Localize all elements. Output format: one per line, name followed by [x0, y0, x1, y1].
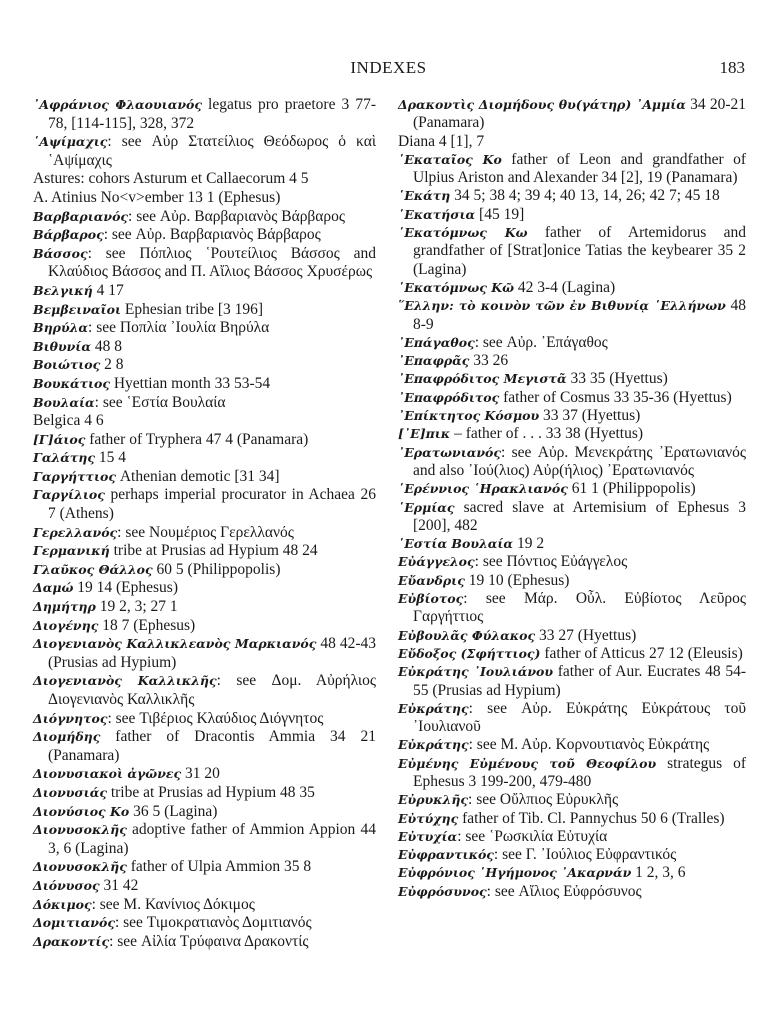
entry-headword: Εὐτύχης: [398, 810, 459, 826]
entry-headword: Δαμώ: [33, 580, 74, 596]
index-entry: [33, 784, 376, 803]
entry-headword: Διόγνητος: [33, 710, 108, 726]
entry-references: 31 42: [99, 876, 139, 894]
index-entry: [398, 151, 746, 188]
index-entry: [398, 572, 746, 590]
index-entry: [398, 736, 746, 754]
entry-references: tribe at Prusias ad Hypium 48 24: [109, 542, 318, 560]
entry-references: 1 2, 3, 6: [631, 864, 686, 882]
index-entry: [33, 765, 376, 784]
index-entry: [33, 245, 376, 282]
index-entry: [33, 486, 376, 523]
entry-headword: Βάσσος: [33, 245, 88, 261]
entry-headword: ᾿Επίκτητος Κόσμου: [398, 408, 540, 424]
entry-references: tribe at Prusias ad Hypium 48 35: [106, 783, 315, 801]
entry-headword: Γαλάτης: [33, 450, 95, 466]
index-entry: [398, 224, 746, 279]
entry-references: 31 20: [181, 765, 220, 783]
entry-headword: Δρακοντίς: [33, 933, 110, 949]
index-entry: [33, 208, 376, 227]
entry-references: father of Tryphera 47 4 (Panamara): [85, 430, 309, 448]
entry-headword: Εὐμένης Εὐμένους τοῦ Θεοφίλου: [398, 755, 657, 771]
index-column-right: [398, 96, 746, 901]
index-entry: [33, 338, 376, 357]
index-entry: [33, 375, 376, 394]
entry-headword: Βεμβειναῖοι: [33, 301, 121, 317]
index-entry: [33, 617, 376, 636]
entry-references: : see Ποπλία ᾿Ιουλία Βηρύλα: [88, 319, 270, 337]
index-entry: [33, 133, 376, 170]
index-entry: [33, 728, 376, 765]
entry-references: : see ῾Εστία Βουλαία: [94, 393, 226, 411]
entry-references: father of Cosmus 33 35-36 (Hyettus): [499, 388, 732, 406]
index-entry: [33, 356, 376, 375]
entry-references: 2 8: [100, 356, 124, 374]
index-entry: [398, 791, 746, 809]
entry-headword: Δομιτιανός: [33, 915, 115, 931]
index-entry: [398, 755, 746, 792]
entry-headword: ᾿Ερατωνιανός: [398, 444, 501, 460]
index-entry: [398, 645, 746, 663]
index-entry: [398, 627, 746, 645]
index-entry: [398, 425, 746, 443]
entry-references: father of Artemidorus and grandfather of [Strat]onice Tatias the keybearer 35 2 (Lagina): [413, 224, 746, 278]
entry-references: strategus of Ephesus 3 199-200, 479-480: [413, 754, 746, 790]
entry-references: father of Ulpia Ammion 35 8: [126, 858, 312, 876]
index-entry: [398, 133, 746, 151]
index-entry: [398, 352, 746, 370]
entry-references: 19 2: [513, 535, 545, 553]
entry-references: : see Γ. ᾿Ιούλιος Εὐφραντικός: [493, 846, 677, 864]
index-entry: [33, 710, 376, 729]
index-entry: [33, 431, 376, 450]
entry-references: father of Tib. Cl. Pannychus 50 6 (Tralles): [458, 809, 725, 827]
index-entry: [33, 96, 376, 133]
entry-references: 48 8: [90, 337, 122, 355]
entry-headword: ῾Εκάτη: [398, 188, 451, 204]
entry-references: father of Leon and grandfather of Ulpius Ariston and Alexander 34 [2], 19 (Panamara): [413, 150, 746, 187]
index-entry: [398, 590, 746, 627]
index-entry: [398, 499, 746, 536]
entry-references: : see Μάρ. Οὖλ. Εὐβίοτος Λεῦρος Γαργήττιος: [413, 590, 746, 626]
index-entry: [33, 394, 376, 413]
entry-references: : see Τιβέριος Κλαύδιος Διόγνητος: [107, 709, 324, 727]
entry-headword: Δρακοντὶς Διομήδους θυ(γάτηρ) ᾿Αμμία: [398, 97, 686, 112]
entry-headword: Εὔανδρις: [398, 572, 465, 588]
entry-references: 42 3-4 (Lagina): [513, 278, 616, 296]
entry-references: Diana 4 [1], 7: [398, 132, 485, 150]
entry-references: : see Αὐρ Στατείλιος Θεόδωρος ὁ καὶ ῾Αψίμαχις: [48, 133, 376, 169]
index-entry: [398, 828, 746, 846]
index-entry: [398, 810, 746, 828]
entry-references: : see Μ. Αὐρ. Κορνουτιανὸς Εὐκράτης: [468, 736, 710, 754]
entry-references: father of Dracontis Ammia 34 21 (Panamara): [48, 728, 376, 764]
entry-references: 48 42-43 (Prusias ad Hypium): [48, 635, 376, 671]
entry-headword: Δημήτηρ: [33, 599, 96, 615]
entry-headword: Εὐφρόνιος ῾Ηγήμονος ᾿Ακαρνάν: [398, 865, 632, 881]
entry-headword: Βουλαία: [33, 394, 95, 410]
entry-headword: Εὐάγγελος: [398, 554, 475, 570]
entry-headword: Διονυσοκλῆς: [33, 859, 127, 875]
entry-headword: Διονυσοκλῆς: [33, 822, 127, 838]
index-entry: [398, 883, 746, 901]
entry-references: : see Νουμέριος Γερελλανός: [117, 523, 294, 541]
entry-headword: Εὐκράτης: [398, 700, 469, 716]
index-entry: [33, 672, 376, 709]
entry-references: 48 8-9: [413, 297, 746, 333]
entry-references: 61 1 (Philippopolis): [567, 480, 696, 498]
entry-references: Belgica 4 6: [33, 412, 104, 430]
entry-references: Ephesian tribe [3 196]: [121, 300, 264, 318]
entry-headword: [᾿Ε]πικ: [398, 426, 451, 442]
index-entry: [33, 803, 376, 822]
running-title: INDEXES: [350, 58, 427, 77]
entry-headword: ᾿Επαφρᾶς: [398, 353, 470, 369]
entry-references: [45 19]: [475, 205, 525, 223]
index-entry: [398, 700, 746, 737]
entry-headword: Διονυσιακοὶ ἀγῶνες: [33, 766, 182, 782]
entry-headword: Διογένης: [33, 617, 99, 633]
entry-headword: ῾Εκατόμνως Κω: [398, 225, 528, 241]
index-entry: [33, 877, 376, 896]
index-entry: [33, 468, 376, 487]
index-entry: [398, 407, 746, 425]
index-entry: [398, 535, 746, 553]
entry-headword: Εὐρυκλῆς: [398, 792, 469, 808]
entry-references: perhaps imperial procurator in Achaea 26 7 (Athens): [48, 486, 376, 523]
entry-references: : see Αὐρ. Εὐκράτης Εὐκράτους τοῦ ᾿Ιουλιανοῦ: [413, 699, 746, 736]
entry-references: : see Πόντιος Εὐάγγελος: [474, 553, 628, 571]
index-entry: [398, 444, 746, 481]
entry-headword: Εὔδοξος (Σφήττιος): [398, 645, 541, 661]
entry-headword: ᾿Επαφρόδιτος Μεγιστᾶ: [398, 371, 567, 387]
entry-references: Astures: cohors Asturum et Callaecorum 4 5: [33, 170, 309, 188]
entry-headword: Γερελλανός: [33, 524, 118, 540]
entry-headword: ῾Εκατήσια: [398, 206, 476, 222]
entry-headword: ῾Ερέννιος ῾Ηρακλιανός: [398, 481, 568, 497]
entry-references: 19 10 (Ephesus): [464, 571, 570, 589]
index-entry: [398, 187, 746, 205]
entry-headword: Διογενιανὸς Καλλικλῆς: [33, 673, 217, 689]
entry-references: adoptive father of Ammion Appion 44 3, 6 (Lagina): [48, 821, 376, 857]
index-entry: [33, 635, 376, 672]
entry-headword: Εὐφραντικός: [398, 847, 494, 863]
entry-references: : see Οὔλπιος Εὐρυκλῆς: [468, 791, 619, 809]
entry-references: 33 26: [469, 352, 509, 370]
entry-headword: ῞Ελλην: τὸ κοινὸν τῶν ἐν Βιθυνίᾳ ῾Ελλήνων: [398, 298, 726, 314]
index-entry: [33, 914, 376, 933]
entry-references: : see Αὐρ. Βαρβαριανὸς Βάρβαρος: [128, 207, 346, 225]
entry-headword: Βάρβαρος: [33, 227, 104, 243]
entry-references: 34 20-21 (Panamara): [413, 96, 746, 132]
entry-references: : see Αὐρ. ᾿Επάγαθος: [474, 333, 608, 351]
entry-references: 33 37 (Hyettus): [539, 407, 641, 425]
entry-references: : see Αὐρ. Μενεκράτης ᾿Ερατωνιανός and also ᾿Ιού(λιος) Αὐρ(ήλιος) ᾿Ερατωνιανός: [413, 443, 746, 479]
entry-headword: Γλαῦκος Θάλλος: [33, 561, 153, 577]
entry-references: 15 4: [95, 449, 126, 467]
index-entry: [33, 933, 376, 952]
entry-headword: Εὐκράτης: [398, 737, 469, 753]
entry-references: Hyettian month 33 53-54: [109, 374, 271, 392]
entry-references: : see Αὐρ. Βαρβαριανὸς Βάρβαρος: [103, 226, 321, 244]
entry-headword: ῾Αψίμαχις: [33, 134, 108, 150]
entry-references: 19 2, 3; 27 1: [95, 598, 178, 616]
entry-headword: ᾿Επαφρόδιτος: [398, 389, 500, 405]
index-entry: [398, 297, 746, 334]
entry-references: 33 35 (Hyettus): [566, 370, 668, 388]
entry-headword: Γερμανική: [33, 543, 110, 559]
index-entry: [398, 846, 746, 864]
entry-headword: Δόκιμος: [33, 896, 92, 912]
entry-headword: [Γ]άιος: [33, 431, 86, 447]
entry-headword: Εὐβίοτος: [398, 591, 464, 607]
entry-headword: Βιθυνία: [33, 338, 91, 354]
entry-headword: Βοιώτιος: [33, 357, 101, 373]
index-entry: [398, 370, 746, 388]
index-entry: [33, 598, 376, 617]
entry-references: father of Aur. Eucrates 48 54-55 (Prusias ad Hypium): [413, 663, 747, 699]
entry-headword: ῾Εκατόμνως Κῶ: [398, 279, 514, 295]
entry-headword: Γαργήττιος: [33, 468, 116, 484]
entry-headword: Διομήδης: [33, 729, 101, 745]
entry-references: : see Τιμοκρατιανὸς Δομιτιανός: [114, 914, 312, 932]
index-entry: [398, 206, 746, 224]
entry-references: Athenian demotic [31 34]: [115, 467, 280, 485]
entry-headword: Διονύσιος Κο: [33, 803, 130, 819]
index-entry: [398, 553, 746, 571]
entry-references: legatus pro praetore 3 77-78, [114-115], 328, 372: [48, 96, 376, 132]
page-number: 183: [719, 58, 745, 77]
entry-references: sacred slave at Artemisium of Ephesus 3 [200], 482: [413, 498, 746, 534]
entry-headword: ῾Ερμίας: [398, 499, 455, 515]
index-entry: [398, 480, 746, 498]
index-entry: [398, 864, 746, 882]
entry-references: 19 14 (Ephesus): [73, 579, 178, 597]
index-entry: [398, 663, 746, 700]
index-entry: [33, 189, 376, 208]
index-entry: [33, 542, 376, 561]
entry-references: 36 5 (Lagina): [129, 802, 218, 820]
entry-references: 60 5 (Philippopolis): [152, 560, 281, 578]
entry-headword: Βελγική: [33, 282, 93, 298]
index-entry: [33, 821, 376, 858]
index-entry: [398, 96, 746, 133]
entry-references: 33 27 (Hyettus): [535, 626, 637, 644]
entry-references: 34 5; 38 4; 39 4; 40 13, 14, 26; 42 7; 45 18: [450, 187, 720, 205]
index-column-left: [33, 96, 376, 951]
index-entry: [33, 524, 376, 543]
entry-references: : see Δομ. Αὐρήλιος Διογενιανὸς Καλλικλῆς: [48, 672, 376, 708]
index-entry: [33, 896, 376, 915]
entry-references: 4 17: [92, 281, 124, 299]
index-entry: [33, 301, 376, 320]
entry-headword: Εὐφρόσυνος: [398, 883, 487, 899]
index-entry: [33, 282, 376, 301]
entry-headword: ᾿Επάγαθος: [398, 334, 475, 350]
index-entry: [398, 334, 746, 352]
entry-references: A. Atinius No<v>ember 13 1 (Ephesus): [33, 188, 281, 206]
entry-headword: Εὐτυχία: [398, 828, 458, 844]
index-entry: [33, 449, 376, 468]
entry-headword: Διογενιανὸς Καλλικλεανὸς Μαρκιανός: [33, 636, 317, 652]
entry-headword: Εὐκράτης ᾿Ιουλιάνου: [398, 664, 554, 680]
entry-headword: ᾿Αφράνιος Φλαουιανός: [33, 97, 202, 112]
index-entry: [33, 226, 376, 245]
entry-references: 18 7 (Ephesus): [98, 616, 196, 634]
entry-references: : see Πόπλιος ῾Ρουτείλιος Βάσσος and Κλαύδιος Βάσσος and Π. Αἴλιος Βάσσος Χρυσέρως: [48, 244, 376, 281]
entry-headword: Εὐβουλᾶς Φύλακος: [398, 627, 536, 643]
index-entry: [33, 170, 376, 189]
entry-headword: ῾Εκαταῖος Κο: [398, 151, 502, 167]
index-entry: [33, 319, 376, 338]
entry-references: : see Μ. Κανίνιος Δόκιμος: [91, 895, 255, 913]
entry-references: father of Atticus 27 12 (Eleusis): [540, 644, 743, 662]
entry-references: : see Αἴλιος Εὐφρόσυνος: [486, 882, 642, 900]
index-entry: [398, 389, 746, 407]
index-entry: [33, 412, 376, 431]
entry-headword: Γαργίλιος: [33, 487, 105, 503]
entry-headword: Βαρβαριανός: [33, 208, 129, 224]
index-entry: [398, 279, 746, 297]
entry-headword: Διονυσιάς: [33, 784, 107, 800]
entry-references: : see Αἰλία Τρύφαινα Δρακοντίς: [109, 932, 309, 950]
entry-headword: ῾Εστία Βουλαία: [398, 536, 514, 552]
index-entry: [33, 858, 376, 877]
entry-references: : see ῾Ρωσκιλία Εὐτυχία: [457, 827, 608, 845]
entry-headword: Βουκάτιος: [33, 375, 110, 391]
index-entry: [33, 579, 376, 598]
entry-references: – father of . . . 33 38 (Hyettus): [450, 425, 644, 443]
entry-headword: Βηρύλα: [33, 320, 89, 336]
entry-headword: Διόνυσος: [33, 877, 100, 893]
index-entry: [33, 561, 376, 580]
